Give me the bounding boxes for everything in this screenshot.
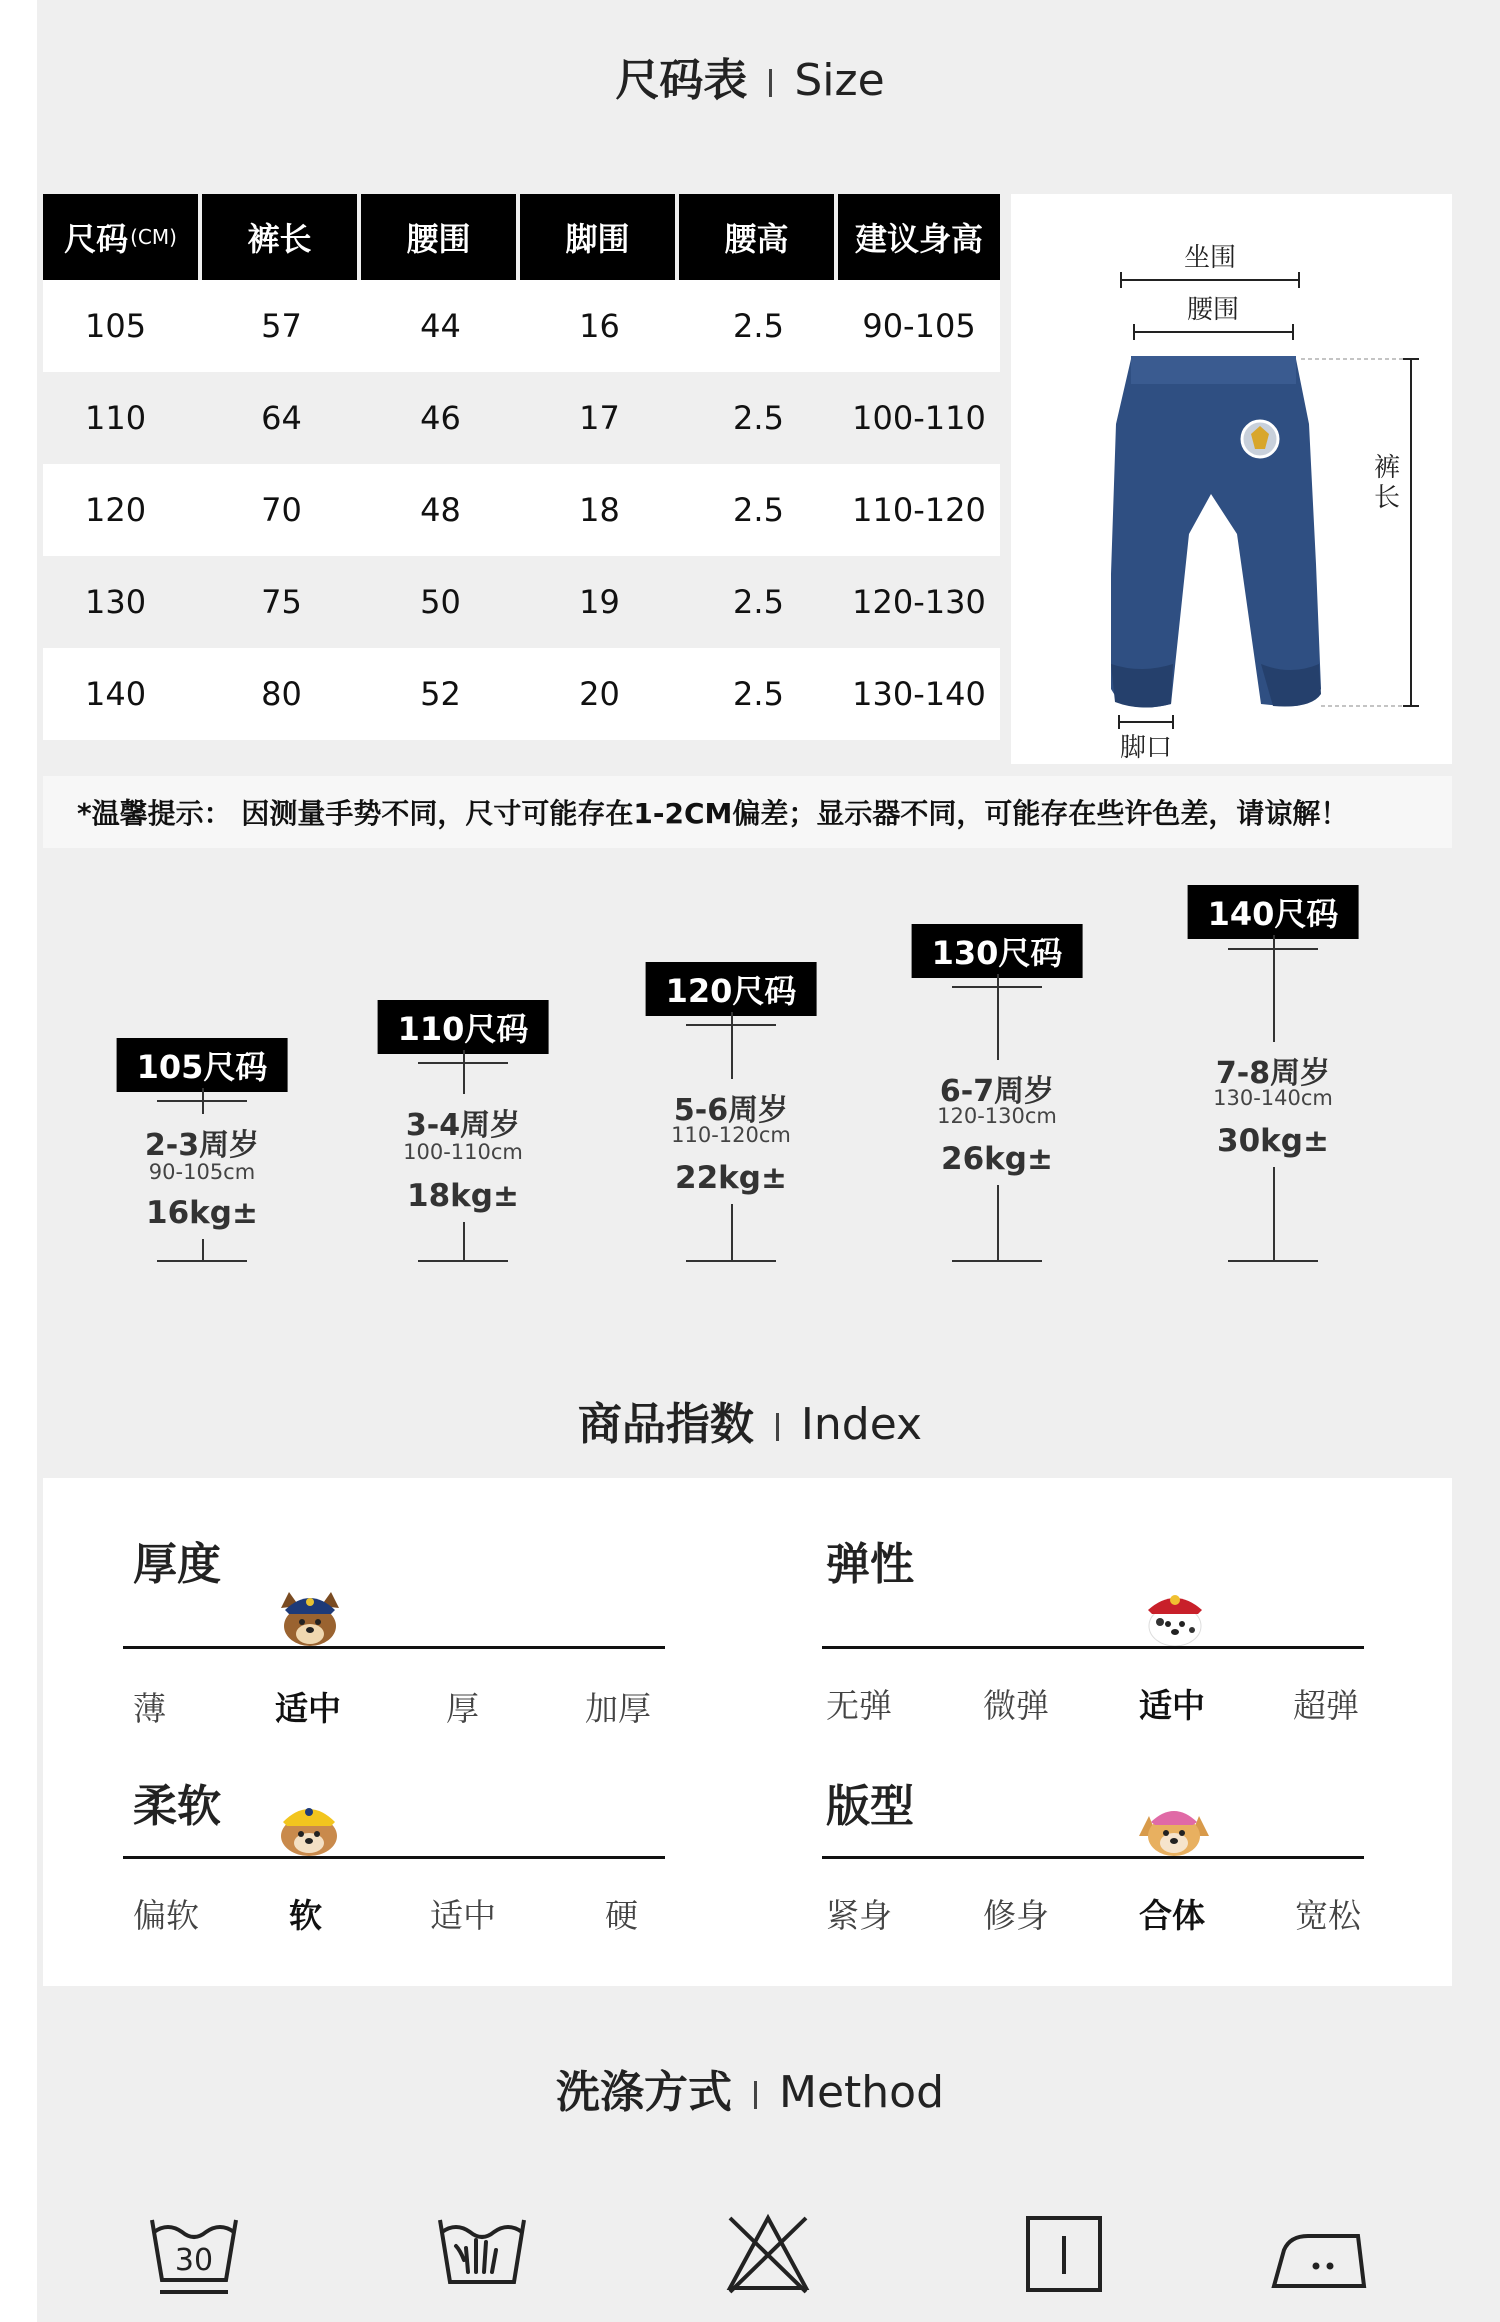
index-section-title bbox=[0, 1388, 1500, 1452]
cuff-label: 脚口 bbox=[1119, 733, 1173, 763]
header-suggested-height: 建议身高 bbox=[838, 194, 1000, 280]
marker-line bbox=[731, 1012, 733, 1079]
elasticity-option-1: 微弹 bbox=[983, 1686, 1049, 1725]
rubble-pup-icon bbox=[273, 1796, 345, 1856]
header-size-unit: (CM) bbox=[130, 225, 177, 249]
size-title-en: Size bbox=[794, 55, 885, 106]
table-cell: 130-140 bbox=[852, 675, 986, 713]
marker-line bbox=[731, 1204, 733, 1260]
table-cell: 64 bbox=[261, 399, 302, 437]
table-cell: 70 bbox=[261, 491, 302, 529]
index-thickness-scale bbox=[123, 1646, 665, 1649]
table-cell: 105 bbox=[85, 307, 147, 345]
weight: 22kg± bbox=[675, 1160, 787, 1196]
fit-option-3: 宽松 bbox=[1295, 1896, 1361, 1935]
age-marker bbox=[378, 0, 548, 1280]
header-cuff: 脚围 bbox=[520, 194, 675, 280]
table-cell: 48 bbox=[420, 491, 461, 529]
table-cell: 80 bbox=[261, 675, 302, 713]
table-cell: 110-120 bbox=[852, 491, 986, 529]
marker-bottom-bar bbox=[418, 1260, 508, 1262]
age-range: 6-7周岁 bbox=[939, 1074, 1055, 1109]
hand-wash-icon bbox=[436, 2210, 528, 2300]
index-softness-label: 柔软 bbox=[133, 1781, 221, 1832]
size-tag: 120尺码 bbox=[646, 962, 817, 1016]
table-cell: 19 bbox=[579, 583, 620, 621]
marker-line bbox=[202, 1239, 204, 1260]
skye-pup-icon bbox=[1135, 1796, 1213, 1856]
height-range: 120-130cm bbox=[937, 1104, 1057, 1128]
height-range: 110-120cm bbox=[671, 1123, 791, 1147]
height-range: 100-110cm bbox=[403, 1140, 523, 1164]
elasticity-option-3: 超弹 bbox=[1293, 1686, 1359, 1725]
method-section-title bbox=[0, 2056, 1500, 2120]
height-range: 90-105cm bbox=[148, 1160, 256, 1184]
marker-line bbox=[1273, 935, 1275, 1042]
table-cell: 140 bbox=[85, 675, 147, 713]
wash-30-icon bbox=[148, 2210, 240, 2300]
hip-label: 坐围 bbox=[1183, 243, 1237, 273]
height-range: 130-140cm bbox=[1213, 1086, 1333, 1110]
marker-bottom-bar bbox=[1228, 1260, 1318, 1262]
table-cell: 90-105 bbox=[862, 307, 976, 345]
marker-bottom-bar bbox=[157, 1260, 247, 1262]
thickness-option-3: 加厚 bbox=[585, 1689, 651, 1728]
table-cell: 120-130 bbox=[852, 583, 986, 621]
weight: 26kg± bbox=[941, 1141, 1053, 1177]
index-fit-label: 版型 bbox=[826, 1781, 914, 1832]
size-tag: 105尺码 bbox=[117, 1038, 288, 1092]
marker-line bbox=[463, 1222, 465, 1260]
table-cell: 2.5 bbox=[733, 399, 784, 437]
size-tag: 140尺码 bbox=[1188, 885, 1359, 939]
age-range: 5-6周岁 bbox=[673, 1093, 789, 1128]
table-cell: 100-110 bbox=[852, 399, 986, 437]
age-marker bbox=[912, 0, 1082, 1280]
marshall-pup-icon bbox=[1140, 1586, 1210, 1646]
title-separator bbox=[776, 1413, 779, 1441]
thickness-option-2: 厚 bbox=[446, 1689, 479, 1728]
header-waist: 腰围 bbox=[361, 194, 516, 280]
fit-option-0: 紧身 bbox=[826, 1896, 892, 1935]
length-label-2: 长 bbox=[1373, 483, 1401, 513]
marker-line bbox=[997, 974, 999, 1060]
header-length: 裤长 bbox=[202, 194, 357, 280]
index-softness-scale bbox=[123, 1856, 665, 1859]
chase-pup-icon bbox=[275, 1588, 345, 1646]
index-box bbox=[43, 1478, 1452, 1986]
table-cell: 2.5 bbox=[733, 675, 784, 713]
iron-medium-icon bbox=[1268, 2210, 1372, 2300]
age-range: 2-3周岁 bbox=[144, 1128, 260, 1163]
age-range: 3-4周岁 bbox=[405, 1108, 521, 1143]
table-cell: 16 bbox=[579, 307, 620, 345]
softness-option-2: 适中 bbox=[430, 1896, 496, 1935]
size-tag: 130尺码 bbox=[912, 924, 1083, 978]
do-not-bleach-icon bbox=[722, 2210, 814, 2300]
thickness-option-0: 薄 bbox=[133, 1689, 166, 1728]
method-title-en: Method bbox=[778, 2067, 945, 2118]
size-title-zh: 尺码表 bbox=[615, 55, 748, 106]
table-cell: 20 bbox=[579, 675, 620, 713]
header-size-label: 尺码 bbox=[64, 220, 129, 258]
wash-temp-text: 30 bbox=[174, 2243, 214, 2278]
header-waist-height: 腰高 bbox=[679, 194, 834, 280]
age-marker bbox=[117, 0, 287, 1280]
table-cell: 50 bbox=[420, 583, 461, 621]
table-cell: 120 bbox=[85, 491, 147, 529]
length-label-1: 裤 bbox=[1373, 453, 1401, 483]
weight: 18kg± bbox=[407, 1178, 519, 1214]
table-cell: 18 bbox=[579, 491, 620, 529]
table-cell: 2.5 bbox=[733, 583, 784, 621]
marker-line bbox=[997, 1185, 999, 1260]
index-elasticity-scale bbox=[822, 1646, 1364, 1649]
marker-bottom-bar bbox=[686, 1260, 776, 1262]
method-title-zh: 洗涤方式 bbox=[555, 2067, 732, 2118]
table-cell: 130 bbox=[85, 583, 147, 621]
table-cell: 2.5 bbox=[733, 307, 784, 345]
index-title-en: Index bbox=[800, 1399, 923, 1450]
marker-line bbox=[463, 1050, 465, 1094]
table-cell: 46 bbox=[420, 399, 461, 437]
thickness-option-1: 适中 bbox=[275, 1689, 341, 1728]
table-cell: 17 bbox=[579, 399, 620, 437]
softness-option-0: 偏软 bbox=[133, 1896, 199, 1935]
table-cell: 110 bbox=[85, 399, 147, 437]
elasticity-option-0: 无弹 bbox=[826, 1686, 892, 1725]
age-marker bbox=[1188, 0, 1358, 1280]
index-title-zh: 商品指数 bbox=[577, 1399, 754, 1450]
fit-option-1: 修身 bbox=[983, 1896, 1049, 1935]
index-elasticity-label: 弹性 bbox=[826, 1539, 914, 1590]
softness-option-3: 硬 bbox=[605, 1896, 638, 1935]
table-cell: 75 bbox=[261, 583, 302, 621]
index-thickness-label: 厚度 bbox=[133, 1539, 221, 1590]
elasticity-option-2: 适中 bbox=[1139, 1686, 1205, 1725]
age-range: 7-8周岁 bbox=[1215, 1056, 1331, 1091]
table-cell: 2.5 bbox=[733, 491, 784, 529]
tumble-dry-hang-icon bbox=[1018, 2210, 1110, 2300]
table-cell: 44 bbox=[420, 307, 461, 345]
title-separator bbox=[754, 2081, 757, 2109]
age-marker bbox=[646, 0, 816, 1280]
marker-line bbox=[1273, 1167, 1275, 1260]
waist-label: 腰围 bbox=[1186, 295, 1240, 325]
marker-bottom-bar bbox=[952, 1260, 1042, 1262]
weight: 30kg± bbox=[1217, 1123, 1329, 1159]
weight: 16kg± bbox=[146, 1195, 258, 1231]
index-fit-scale bbox=[822, 1856, 1364, 1859]
softness-option-1: 软 bbox=[289, 1896, 322, 1935]
measurement-tip: *温馨提示： 因测量手势不同，尺寸可能存在1-2CM偏差；显示器不同，可能存在些许色差，请谅解！ bbox=[43, 776, 1452, 848]
table-cell: 57 bbox=[261, 307, 302, 345]
marker-line bbox=[202, 1088, 204, 1114]
fit-option-2: 合体 bbox=[1139, 1896, 1205, 1935]
size-tag: 110尺码 bbox=[378, 1000, 549, 1054]
table-cell: 52 bbox=[420, 675, 461, 713]
